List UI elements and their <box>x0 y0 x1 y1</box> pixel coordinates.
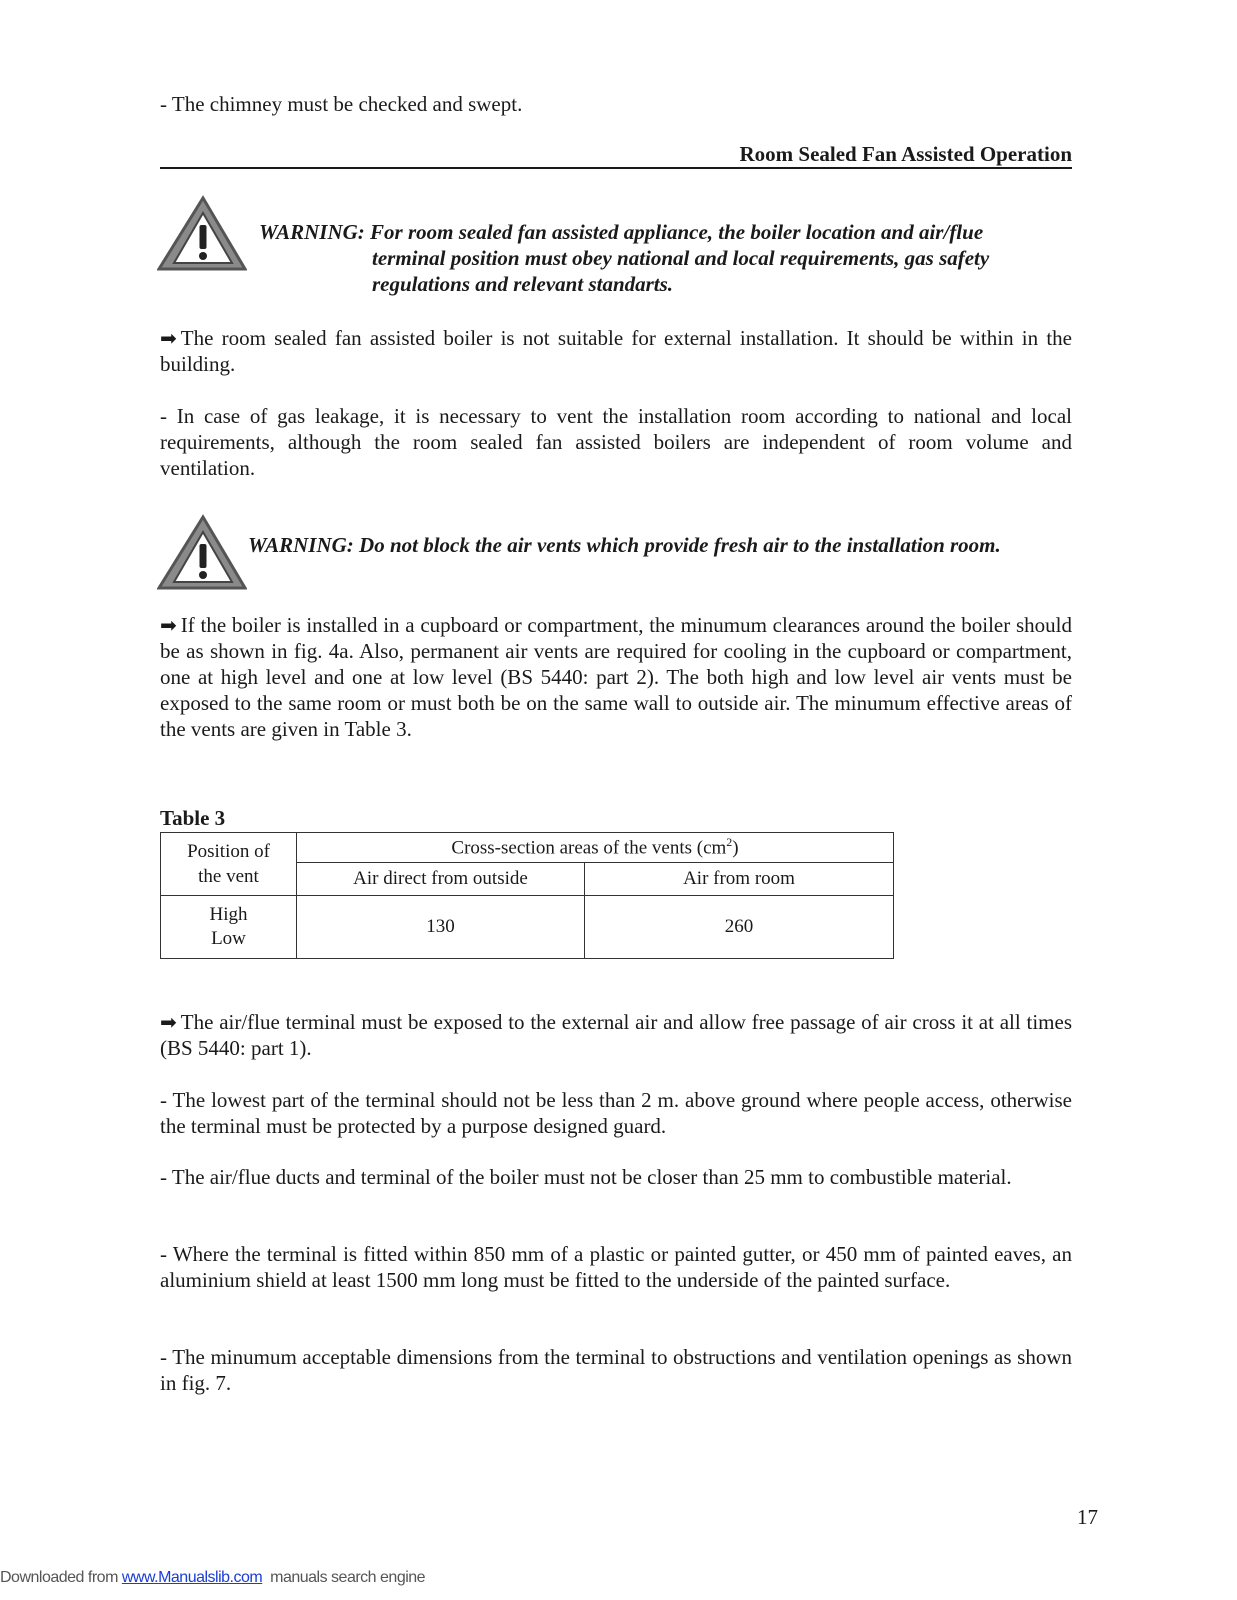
intro-line: - The chimney must be checked and swept. <box>160 92 523 116</box>
paragraph-gas-leakage: - In case of gas leakage, it is necessary to vent the installation room according to national and local requirements, although the room sealed fan assisted boilers are independent of room volume and ventilation. <box>160 404 1072 480</box>
paragraph-gutter-shield: - Where the terminal is fitted within 850 mm of a plastic or painted gutter, or 450 mm of painted eaves, an aluminium shield at least 1500 mm long must be fitted to the underside of the painted surface. <box>160 1242 1072 1292</box>
warning-1-line-2: terminal position must obey national and local requirements, gas safety <box>372 246 990 270</box>
footer-prefix: Downloaded from <box>0 1569 122 1586</box>
paragraph-ducts-clearance: - The air/flue ducts and terminal of the boiler must not be closer than 25 mm to combustible material. <box>160 1165 1012 1189</box>
paragraph-cupboard: ➡ If the boiler is installed in a cupboard or compartment, the minumum clearances around the boiler should be as shown in fig. 4a. Also, permanent air vents are required for cooling in the cupboard or compartment, one at high level and one at low level (BS 5440: part 2). The both high and low level air vents must be exposed to the same room or must both be on the same wall to outside air. The minumum effective areas of the vents are given in Table 3. <box>160 613 1072 741</box>
section-title: Room Sealed Fan Assisted Operation <box>160 141 1072 169</box>
vent-area-table <box>160 832 894 959</box>
table-cell-air-room-value: 260 <box>585 896 894 959</box>
right-arrow-icon: ➡ <box>160 326 177 350</box>
manualslib-link[interactable]: www.Manualslib.com <box>121 1569 263 1586</box>
table-caption: Table 3 <box>160 806 226 830</box>
paragraph-minimum-dimensions: - The minumum acceptable dimensions from the terminal to obstructions and ventilation openings as shown in fig. 7. <box>160 1345 1072 1395</box>
warning-triangle-icon <box>157 195 247 273</box>
paragraph-lowest-part: - The lowest part of the terminal should not be less than 2 m. above ground where people access, otherwise the terminal must be protected by a purpose designed guard. <box>160 1088 1072 1138</box>
table-header-cross-section: Cross-section areas of the vents $(cm^2)$ <box>297 833 894 863</box>
right-arrow-icon: ➡ <box>160 613 177 637</box>
warning-1-line-1: WARNING: For room sealed fan assisted appliance, the boiler location and air/flue <box>259 220 984 244</box>
download-footer <box>0 1569 425 1587</box>
table-cell-position-values: High Low <box>161 896 297 959</box>
paragraph-external-installation: ➡ The room sealed fan assisted boiler is not suitable for external installation. It should be within in the building. <box>160 326 1072 376</box>
table-header-air-room: Air from room <box>585 863 894 896</box>
page-number: 17 <box>1077 1505 1098 1529</box>
table-header-air-outside: Air direct from outside <box>297 863 585 896</box>
paragraph-terminal-exposure: ➡ The air/flue terminal must be exposed to the external air and allow free passage of air cross it at all times (BS 5440: part 1). <box>160 1010 1072 1060</box>
footer-suffix: manuals search engine <box>262 1569 426 1586</box>
warning-2-text: WARNING: Do not block the air vents which provide fresh air to the installation room. <box>248 533 1001 557</box>
table-cell-air-outside-value: 130 <box>297 896 585 959</box>
right-arrow-icon: ➡ <box>160 1010 177 1034</box>
warning-triangle-icon <box>157 514 247 592</box>
table-header-position: Position of the vent <box>161 833 297 896</box>
warning-1-line-3: regulations and relevant standarts. <box>372 272 674 296</box>
